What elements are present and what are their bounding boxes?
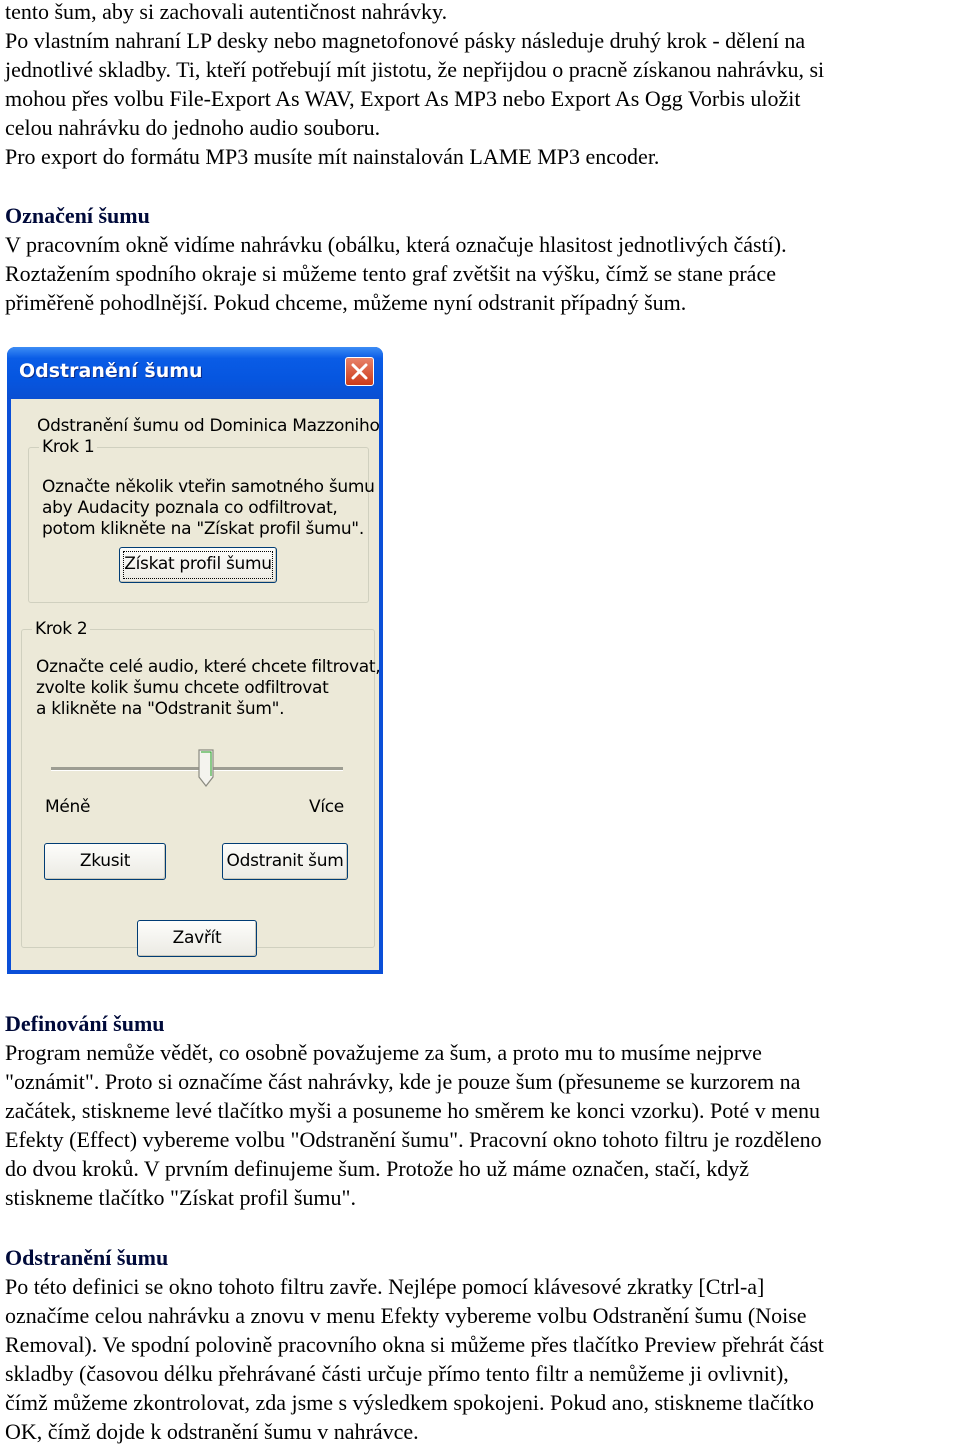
- marking-line: Roztažením spodního okraje si můžeme tento graf zvětšit na výšku, čímž se stane práce: [5, 261, 776, 286]
- defining-line: začátek, stiskneme levé tlačítko myši a posuneme ho směrem ke konci vzorku). Poté v menu: [5, 1098, 820, 1123]
- intro-line: mohou přes volbu File-Export As WAV, Export As MP3 nebo Export As Ogg Vorbis uložit: [5, 86, 801, 111]
- slider-max-label: Více: [309, 797, 344, 817]
- intro-line: Po vlastním nahraní LP desky nebo magnetofonové pásky následuje druhý krok - dělení na: [5, 28, 806, 53]
- get-noise-profile-label: Získat profil šumu: [124, 554, 272, 574]
- intro-line: celou nahrávku do jednoho audio souboru.: [5, 115, 381, 140]
- get-noise-profile-button[interactable]: [119, 547, 277, 583]
- dialog-title: Odstranění šumu: [19, 360, 203, 382]
- step2-instruction: Označte celé audio, které chcete filtrovat,: [36, 657, 381, 677]
- remove-noise-button[interactable]: [222, 843, 348, 880]
- removing-line: Removal). Ve spodní polovině pracovního okna si můžeme přes tlačítko Preview přehrát část: [5, 1332, 824, 1357]
- defining-line: Program nemůže vědět, co osobně považujeme za šum, a proto mu to musíme nejprve: [5, 1040, 762, 1065]
- step1-instruction: Označte několik vteřin samotného šumu: [42, 477, 375, 497]
- dialog-header-text: Odstranění šumu od Dominica Mazzoniho: [37, 416, 380, 436]
- close-dialog-button-label: Zavřít: [172, 928, 222, 948]
- step1-instruction: potom klikněte na "Získat profil šumu".: [42, 519, 364, 539]
- intro-line: tento šum, aby si zachovali autentičnost nahrávky.: [5, 0, 448, 24]
- noise-removal-dialog: [7, 347, 383, 974]
- removing-line: OK, čímž dojde k odstranění šumu v nahrávce.: [5, 1419, 419, 1444]
- remove-noise-button-label: Odstranit šum: [226, 851, 344, 871]
- removing-line: čímž můžeme zkontrolovat, zda jsme s výsledkem spokojeni. Pokud ano, stiskneme tlačítko: [5, 1390, 814, 1415]
- try-button-label: Zkusit: [79, 851, 131, 871]
- defining-line: stiskneme tlačítko "Získat profil šumu".: [5, 1185, 356, 1210]
- defining-line: "oznámit". Proto si označíme část nahrávky, kde je pouze šum (přesuneme se kurzorem na: [5, 1069, 801, 1094]
- step2-legend: Krok 2: [32, 619, 90, 639]
- noise-reduction-slider-thumb[interactable]: [198, 749, 214, 787]
- removing-line: Po této definici se okno tohoto filtru zavře. Nejlépe pomocí klávesové zkratky [Ctrl-a]: [5, 1274, 765, 1299]
- marking-line: přiměřeně pohodlnější. Pokud chceme, můžeme nyní odstranit případný šum.: [5, 290, 687, 315]
- try-button[interactable]: [44, 843, 166, 880]
- intro-line: jednotlivé skladby. Ti, kteří potřebují mít jistotu, že nepřijdou o pracně získanou nahrávku, si: [5, 57, 825, 82]
- removing-line: označíme celou nahrávku a znovu v menu Efekty vybereme volbu Odstranění šumu (Noise: [5, 1303, 807, 1328]
- section-heading-defining: Definování šumu: [5, 1011, 165, 1036]
- step2-instruction: a klikněte na "Odstranit šum".: [36, 699, 285, 719]
- step1-instruction: aby Audacity poznala co odfiltrovat,: [42, 498, 338, 518]
- defining-line: do dvou kroků. V prvním definujeme šum. Protože ho už máme označen, stačí, když: [5, 1156, 749, 1181]
- removing-line: skladby (časovou délku přehrávané části určuje přímo tento filtr a nemůžeme ji ovlivnit),: [5, 1361, 789, 1386]
- intro-line: Pro export do formátu MP3 musíte mít nainstalován LAME MP3 encoder.: [5, 144, 660, 169]
- close-dialog-button[interactable]: [137, 920, 257, 957]
- step1-legend: Krok 1: [39, 437, 97, 457]
- close-icon[interactable]: [345, 357, 374, 386]
- section-heading-removing: Odstranění šumu: [5, 1245, 169, 1270]
- dialog-titlebar: [7, 347, 383, 399]
- section-heading-marking: Označení šumu: [5, 203, 150, 228]
- focus-rectangle: [123, 551, 273, 579]
- marking-line: V pracovním okně vidíme nahrávku (obálku, která označuje hlasitost jednotlivých částí).: [5, 232, 787, 257]
- step2-instruction: zvolte kolik šumu chcete odfiltrovat: [36, 678, 329, 698]
- slider-min-label: Méně: [45, 797, 91, 817]
- defining-line: Efekty (Effect) vybereme volbu "Odstranění šumu". Pracovní okno tohoto filtru je rozděleno: [5, 1127, 822, 1152]
- dialog-client-area: [11, 399, 379, 970]
